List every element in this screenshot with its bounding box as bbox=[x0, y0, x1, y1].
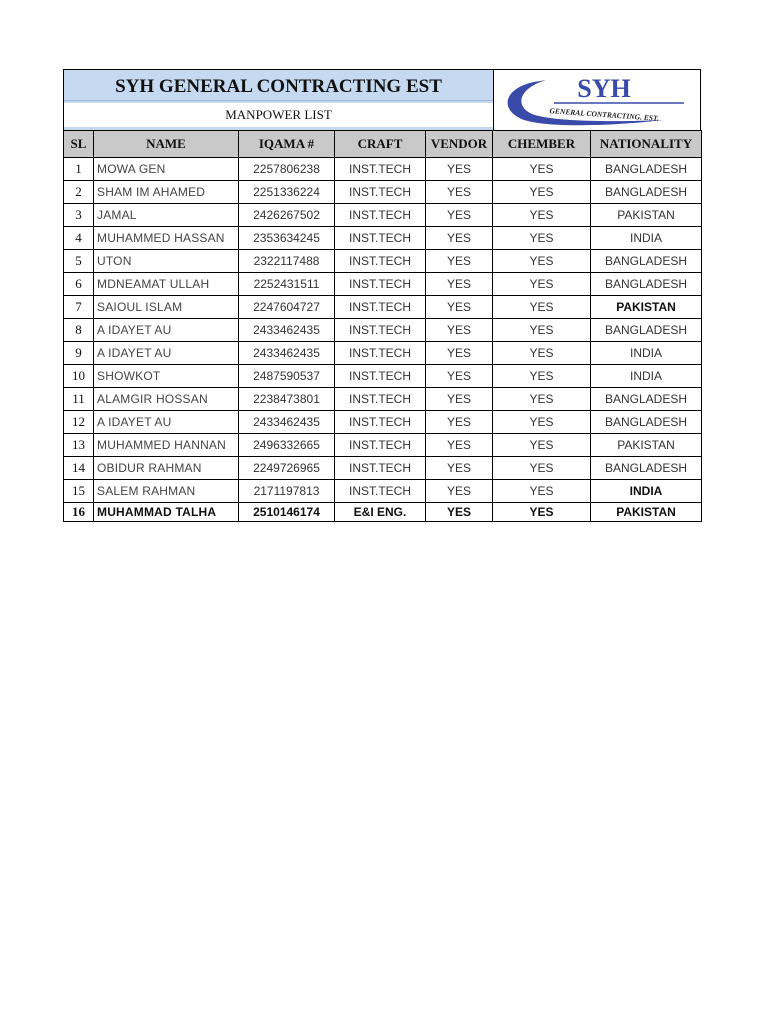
vendor-cell: YES bbox=[426, 227, 493, 250]
table-row bbox=[64, 480, 702, 503]
name-cell: MUHAMMED HASSAN bbox=[94, 227, 239, 250]
chember-cell: YES bbox=[493, 388, 591, 411]
nationality-cell: INDIA bbox=[591, 342, 702, 365]
nationality-cell: BANGLADESH bbox=[591, 181, 702, 204]
chember-cell: YES bbox=[493, 250, 591, 273]
name-cell: SHOWKOT bbox=[94, 365, 239, 388]
nationality-cell: INDIA bbox=[591, 365, 702, 388]
table-row bbox=[64, 158, 702, 181]
column-header-name: NAME bbox=[94, 131, 239, 158]
iqama-cell: 2510146174 bbox=[239, 503, 335, 522]
vendor-cell: YES bbox=[426, 411, 493, 434]
sl-cell: 14 bbox=[64, 457, 94, 480]
sl-cell: 8 bbox=[64, 319, 94, 342]
column-header-vendor: VENDOR bbox=[426, 131, 493, 158]
name-cell: A IDAYET AU bbox=[94, 342, 239, 365]
iqama-cell: 2238473801 bbox=[239, 388, 335, 411]
craft-cell: INST.TECH bbox=[335, 296, 426, 319]
name-cell: ALAMGIR HOSSAN bbox=[94, 388, 239, 411]
name-cell: OBIDUR RAHMAN bbox=[94, 457, 239, 480]
craft-cell: INST.TECH bbox=[335, 457, 426, 480]
table-row bbox=[64, 388, 702, 411]
craft-cell: INST.TECH bbox=[335, 204, 426, 227]
iqama-cell: 2257806238 bbox=[239, 158, 335, 181]
name-cell: SALEM RAHMAN bbox=[94, 480, 239, 503]
vendor-cell: YES bbox=[426, 388, 493, 411]
vendor-cell: YES bbox=[426, 434, 493, 457]
chember-cell: YES bbox=[493, 227, 591, 250]
nationality-cell: BANGLADESH bbox=[591, 273, 702, 296]
logo-block bbox=[494, 70, 700, 130]
iqama-cell: 2496332665 bbox=[239, 434, 335, 457]
craft-cell: INST.TECH bbox=[335, 227, 426, 250]
vendor-cell: YES bbox=[426, 480, 493, 503]
craft-cell: INST.TECH bbox=[335, 273, 426, 296]
sl-cell: 12 bbox=[64, 411, 94, 434]
manpower-sheet bbox=[63, 69, 701, 522]
vendor-cell: YES bbox=[426, 457, 493, 480]
vendor-cell: YES bbox=[426, 181, 493, 204]
iqama-cell: 2252431511 bbox=[239, 273, 335, 296]
iqama-cell: 2433462435 bbox=[239, 319, 335, 342]
sl-cell: 13 bbox=[64, 434, 94, 457]
nationality-cell: BANGLADESH bbox=[591, 250, 702, 273]
column-header-chember: CHEMBER bbox=[493, 131, 591, 158]
chember-cell: YES bbox=[493, 273, 591, 296]
name-cell: MUHAMMAD TALHA bbox=[94, 503, 239, 522]
chember-cell: YES bbox=[493, 480, 591, 503]
document-title: SYH GENERAL CONTRACTING EST bbox=[64, 74, 493, 101]
name-cell: SAIOUL ISLAM bbox=[94, 296, 239, 319]
sl-cell: 2 bbox=[64, 181, 94, 204]
nationality-cell: PAKISTAN bbox=[591, 204, 702, 227]
vendor-cell: YES bbox=[426, 365, 493, 388]
chember-cell: YES bbox=[493, 204, 591, 227]
sl-cell: 11 bbox=[64, 388, 94, 411]
column-header-craft: CRAFT bbox=[335, 131, 426, 158]
iqama-cell: 2433462435 bbox=[239, 411, 335, 434]
name-cell: MDNEAMAT ULLAH bbox=[94, 273, 239, 296]
document-header bbox=[63, 69, 701, 130]
chember-cell: YES bbox=[493, 181, 591, 204]
manpower-table bbox=[63, 130, 702, 522]
sl-cell: 4 bbox=[64, 227, 94, 250]
sl-cell: 16 bbox=[64, 503, 94, 522]
company-logo bbox=[494, 70, 702, 130]
nationality-cell: INDIA bbox=[591, 480, 702, 503]
vendor-cell: YES bbox=[426, 273, 493, 296]
table-row bbox=[64, 503, 702, 522]
chember-cell: YES bbox=[493, 434, 591, 457]
table-row bbox=[64, 296, 702, 319]
column-header-nationality: NATIONALITY bbox=[591, 131, 702, 158]
vendor-cell: YES bbox=[426, 158, 493, 181]
craft-cell: INST.TECH bbox=[335, 342, 426, 365]
chember-cell: YES bbox=[493, 296, 591, 319]
sl-cell: 6 bbox=[64, 273, 94, 296]
header-title-block bbox=[64, 70, 494, 130]
table-row bbox=[64, 181, 702, 204]
iqama-cell: 2426267502 bbox=[239, 204, 335, 227]
column-header-iqama: IQAMA # bbox=[239, 131, 335, 158]
chember-cell: YES bbox=[493, 411, 591, 434]
name-cell: JAMAL bbox=[94, 204, 239, 227]
chember-cell: YES bbox=[493, 365, 591, 388]
craft-cell: INST.TECH bbox=[335, 434, 426, 457]
table-row bbox=[64, 227, 702, 250]
nationality-cell: INDIA bbox=[591, 227, 702, 250]
craft-cell: INST.TECH bbox=[335, 250, 426, 273]
logo-tagline: GENERAL CONTRACTING. EST. bbox=[549, 106, 660, 123]
vendor-cell: YES bbox=[426, 250, 493, 273]
vendor-cell: YES bbox=[426, 296, 493, 319]
name-cell: MOWA GEN bbox=[94, 158, 239, 181]
craft-cell: INST.TECH bbox=[335, 319, 426, 342]
craft-cell: INST.TECH bbox=[335, 480, 426, 503]
craft-cell: INST.TECH bbox=[335, 365, 426, 388]
name-cell: A IDAYET AU bbox=[94, 411, 239, 434]
iqama-cell: 2171197813 bbox=[239, 480, 335, 503]
sl-cell: 7 bbox=[64, 296, 94, 319]
craft-cell: INST.TECH bbox=[335, 181, 426, 204]
sl-cell: 1 bbox=[64, 158, 94, 181]
chember-cell: YES bbox=[493, 503, 591, 522]
nationality-cell: PAKISTAN bbox=[591, 296, 702, 319]
iqama-cell: 2251336224 bbox=[239, 181, 335, 204]
vendor-cell: YES bbox=[426, 204, 493, 227]
nationality-cell: PAKISTAN bbox=[591, 434, 702, 457]
table-row bbox=[64, 411, 702, 434]
chember-cell: YES bbox=[493, 158, 591, 181]
nationality-cell: BANGLADESH bbox=[591, 158, 702, 181]
sl-cell: 5 bbox=[64, 250, 94, 273]
table-body bbox=[64, 158, 702, 522]
nationality-cell: BANGLADESH bbox=[591, 411, 702, 434]
table-row bbox=[64, 273, 702, 296]
name-cell: MUHAMMED HANNAN bbox=[94, 434, 239, 457]
name-cell: A IDAYET AU bbox=[94, 319, 239, 342]
table-header-row bbox=[64, 131, 702, 158]
name-cell: UTON bbox=[94, 250, 239, 273]
table-row bbox=[64, 342, 702, 365]
sl-cell: 15 bbox=[64, 480, 94, 503]
name-cell: SHAM IM AHAMED bbox=[94, 181, 239, 204]
sl-cell: 3 bbox=[64, 204, 94, 227]
iqama-cell: 2247604727 bbox=[239, 296, 335, 319]
craft-cell: INST.TECH bbox=[335, 158, 426, 181]
iqama-cell: 2322117488 bbox=[239, 250, 335, 273]
sl-cell: 10 bbox=[64, 365, 94, 388]
vendor-cell: YES bbox=[426, 503, 493, 522]
table-row bbox=[64, 250, 702, 273]
chember-cell: YES bbox=[493, 457, 591, 480]
table-row bbox=[64, 434, 702, 457]
chember-cell: YES bbox=[493, 342, 591, 365]
iqama-cell: 2487590537 bbox=[239, 365, 335, 388]
craft-cell: INST.TECH bbox=[335, 411, 426, 434]
iqama-cell: 2433462435 bbox=[239, 342, 335, 365]
nationality-cell: BANGLADESH bbox=[591, 457, 702, 480]
craft-cell: INST.TECH bbox=[335, 388, 426, 411]
document-subtitle: MANPOWER LIST bbox=[64, 103, 493, 127]
column-header-sl: SL bbox=[64, 131, 94, 158]
sl-cell: 9 bbox=[64, 342, 94, 365]
iqama-cell: 2353634245 bbox=[239, 227, 335, 250]
table-row bbox=[64, 319, 702, 342]
craft-cell: E&I ENG. bbox=[335, 503, 426, 522]
vendor-cell: YES bbox=[426, 342, 493, 365]
table-row bbox=[64, 365, 702, 388]
nationality-cell: BANGLADESH bbox=[591, 319, 702, 342]
iqama-cell: 2249726965 bbox=[239, 457, 335, 480]
chember-cell: YES bbox=[493, 319, 591, 342]
vendor-cell: YES bbox=[426, 319, 493, 342]
nationality-cell: BANGLADESH bbox=[591, 388, 702, 411]
table-row bbox=[64, 457, 702, 480]
nationality-cell: PAKISTAN bbox=[591, 503, 702, 522]
table-row bbox=[64, 204, 702, 227]
logo-text: SYH bbox=[577, 74, 631, 103]
